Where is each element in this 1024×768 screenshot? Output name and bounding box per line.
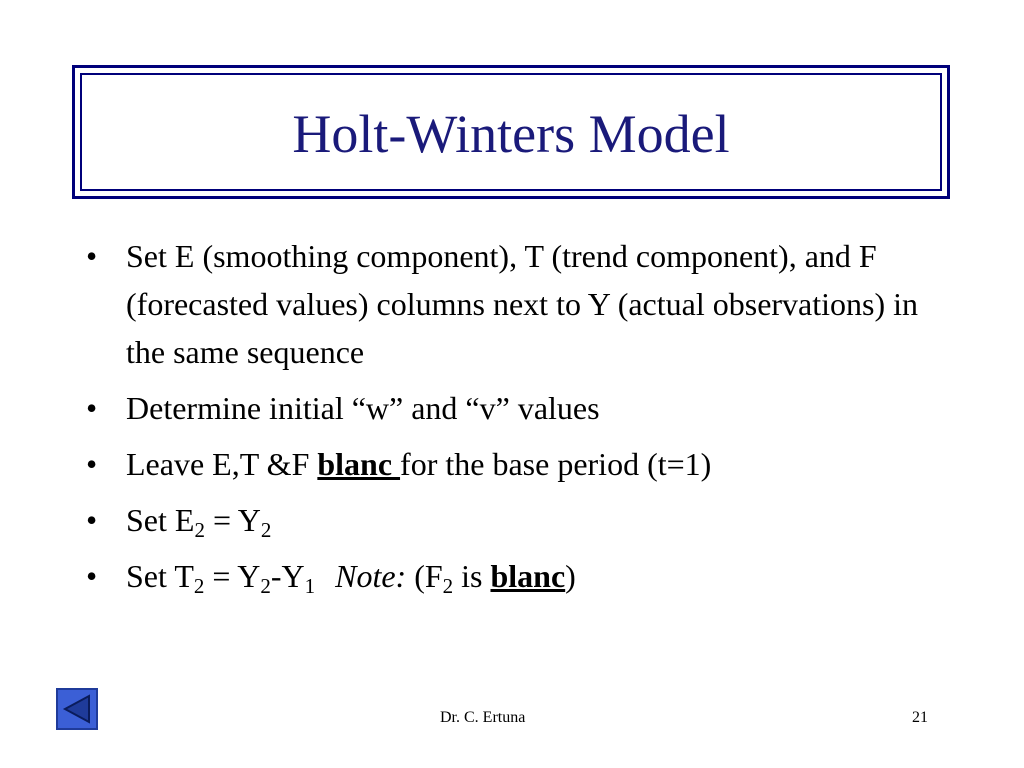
back-button[interactable] <box>56 688 98 730</box>
subscript: 2 <box>194 518 205 542</box>
bullet-emphasis: blanc <box>317 446 401 482</box>
page-number: 21 <box>912 709 928 726</box>
bullet-text-prefix: Leave E,T &F <box>126 446 318 482</box>
subscript: 2 <box>193 574 205 598</box>
footer-author: Dr. C. Ertuna <box>440 709 526 726</box>
formula-part: = Y <box>204 558 261 594</box>
bullet-text-suffix: for the base period (t=1) <box>400 446 712 482</box>
bullet-dot <box>86 496 110 544</box>
formula-part: -Y <box>270 558 305 594</box>
bullet-list <box>86 232 926 608</box>
bullet-item <box>86 232 926 376</box>
title-frame <box>72 65 950 199</box>
bullet-dot <box>86 552 110 600</box>
subscript: 2 <box>260 518 272 542</box>
bullet-text: Determine initial “w” and “v” values <box>126 390 600 426</box>
subscript: 1 <box>304 574 316 598</box>
bullet-item <box>86 552 926 600</box>
formula-part: Set T <box>126 558 194 594</box>
bullet-item <box>86 440 926 488</box>
bullet-dot <box>86 232 110 280</box>
bullet-text: Set E (smoothing component), T (trend component), and F (forecasted values) columns next to Y (actual observations) in the same sequence <box>126 238 919 370</box>
back-arrow-icon <box>58 690 96 728</box>
subscript: 2 <box>442 574 454 598</box>
slide-title: Holt-Winters Model <box>292 104 730 164</box>
bullet-item <box>86 384 926 432</box>
formula-part: ) <box>565 558 576 594</box>
subscript: 2 <box>260 574 271 598</box>
bullet-dot <box>86 384 110 432</box>
formula-part: is <box>453 558 491 594</box>
bullet-dot <box>86 440 110 488</box>
formula-part: = Y <box>204 502 261 538</box>
bullet-item <box>86 496 926 544</box>
formula-part: (F <box>406 558 443 594</box>
formula-part: Set E <box>126 502 195 538</box>
note-label: Note: <box>335 558 407 594</box>
bullet-emphasis: blanc <box>490 558 566 594</box>
title-frame-inner <box>80 73 942 191</box>
